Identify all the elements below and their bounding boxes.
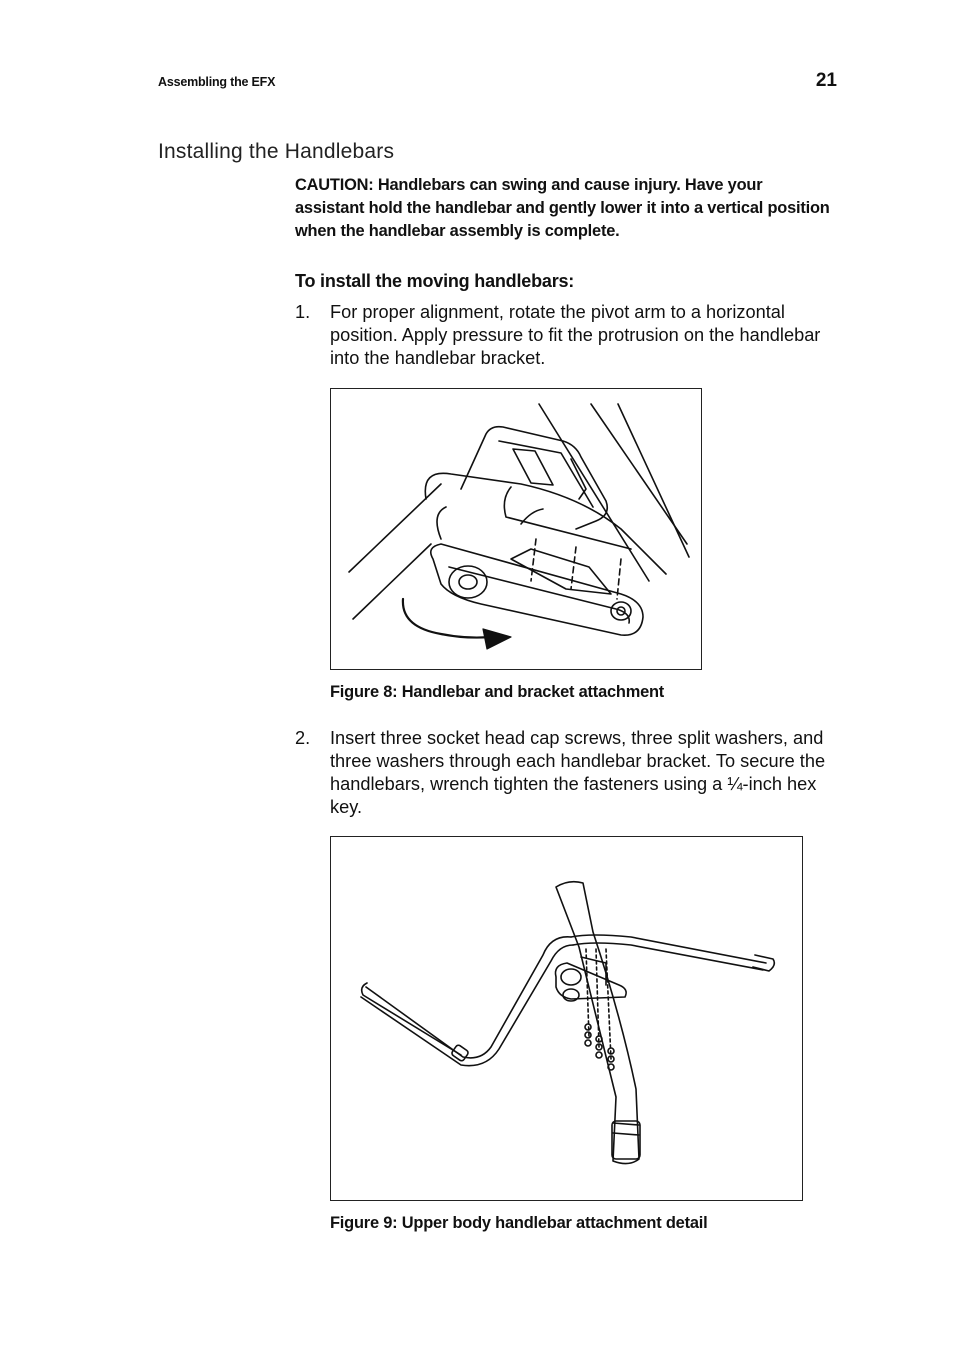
step-2-text: Insert three socket head cap screws, three split washers, and three washers through each handlebar bracket. To secure the handlebars, wrench tighten the fasteners using a ¼-inch hex key. xyxy=(330,728,826,817)
section-title: Installing the Handlebars xyxy=(158,140,395,163)
procedure-title: To install the moving handlebars: xyxy=(295,271,575,291)
page-number: 21 xyxy=(815,70,837,91)
step-1-text: For proper alignment, rotate the pivot arm to a horizontal position. Apply pressure to fit the protrusion on the handlebar into the handlebar bracket. xyxy=(330,302,821,368)
step-1-number: 1. xyxy=(295,302,311,322)
step-2-number: 2. xyxy=(295,728,311,748)
figure-9-illustration xyxy=(330,836,803,1201)
caution-text: CAUTION: Handlebars can swing and cause injury. Have your assistant hold the handlebar and gently lower it into a vertical position when the handlebar assembly is complete. xyxy=(295,176,830,240)
running-header-section: Assembling the EFX xyxy=(158,75,276,89)
figure-9-caption: Figure 9: Upper body handlebar attachment detail xyxy=(330,1214,708,1232)
figure-8-illustration xyxy=(330,388,702,670)
figure-8-caption: Figure 8: Handlebar and bracket attachment xyxy=(330,683,665,701)
